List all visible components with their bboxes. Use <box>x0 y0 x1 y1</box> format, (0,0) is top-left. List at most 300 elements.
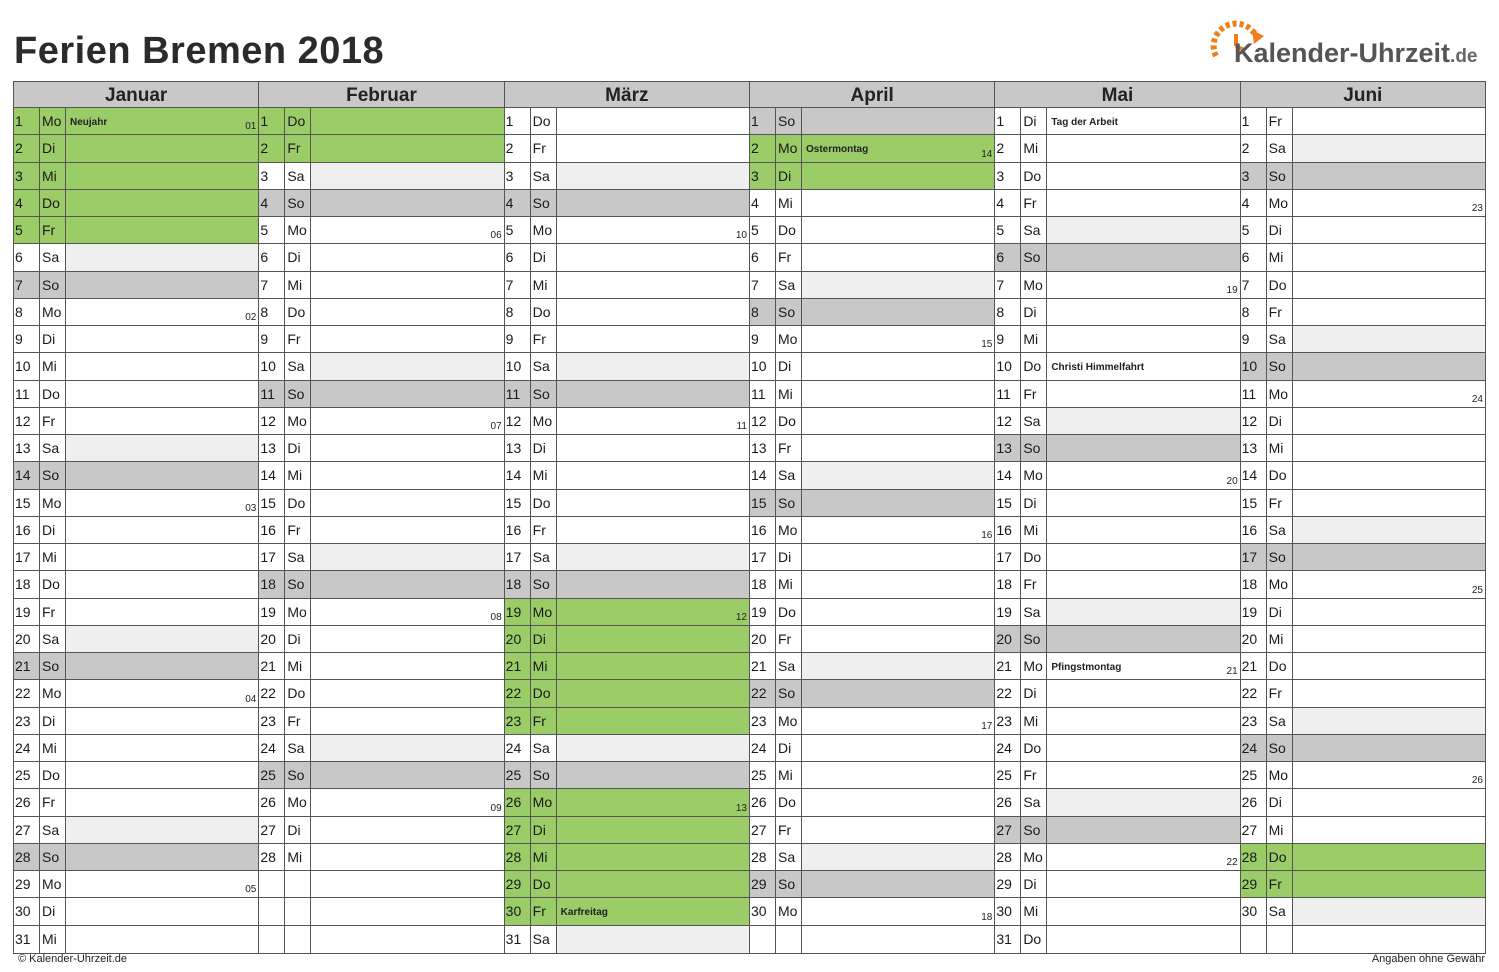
day-row <box>995 217 1239 244</box>
day-number: 12 <box>259 408 285 434</box>
weekday: Mo <box>776 898 802 924</box>
day-cell <box>1293 408 1485 434</box>
day-number: 29 <box>995 871 1021 897</box>
day-number: 11 <box>14 381 40 407</box>
day-cell <box>311 462 503 488</box>
day-row <box>1241 817 1485 844</box>
day-number: 8 <box>1241 299 1267 325</box>
day-row <box>995 844 1239 871</box>
weekday: Di <box>531 435 557 461</box>
day-cell <box>802 517 994 543</box>
day-cell <box>557 353 749 379</box>
week-number: 09 <box>490 802 502 814</box>
weekday: Mi <box>285 272 311 298</box>
month-column <box>14 82 259 953</box>
day-row <box>505 381 749 408</box>
site-logo <box>1206 14 1486 74</box>
day-row <box>1241 571 1485 598</box>
day-number: 18 <box>259 571 285 597</box>
day-row <box>995 108 1239 135</box>
weekday: Do <box>1021 735 1047 761</box>
weekday: So <box>531 190 557 216</box>
day-cell <box>311 789 503 815</box>
weekday: Fr <box>776 435 802 461</box>
day-number: 15 <box>14 490 40 516</box>
day-row <box>1241 735 1485 762</box>
day-cell <box>802 762 994 788</box>
day-cell <box>66 571 258 597</box>
day-cell <box>311 435 503 461</box>
day-cell <box>311 326 503 352</box>
day-row <box>14 844 258 871</box>
weekday: Do <box>1021 926 1047 953</box>
weekday: Di <box>1021 490 1047 516</box>
week-number: 18 <box>981 911 993 923</box>
weekday: Di <box>40 326 66 352</box>
day-cell <box>1047 708 1239 734</box>
weekday: Fr <box>531 517 557 543</box>
day-number: 22 <box>14 680 40 706</box>
day-row <box>1241 626 1485 653</box>
weekday: So <box>40 844 66 870</box>
day-cell <box>311 244 503 270</box>
day-cell <box>802 871 994 897</box>
month-header: Juni <box>1241 82 1485 108</box>
weekday: Do <box>1267 462 1293 488</box>
weekday: So <box>1021 244 1047 270</box>
day-row <box>995 926 1239 953</box>
weekday: Fr <box>531 135 557 161</box>
day-number: 4 <box>995 190 1021 216</box>
day-cell <box>557 871 749 897</box>
day-number: 10 <box>1241 353 1267 379</box>
day-number: 4 <box>1241 190 1267 216</box>
day-cell <box>66 326 258 352</box>
day-cell <box>557 735 749 761</box>
day-row <box>259 626 503 653</box>
weekday: Di <box>1267 408 1293 434</box>
day-number: 20 <box>995 626 1021 652</box>
day-row <box>505 844 749 871</box>
weekday: Sa <box>531 926 557 953</box>
day-number: 6 <box>505 244 531 270</box>
day-cell <box>311 163 503 189</box>
weekday: Di <box>1267 789 1293 815</box>
weekday: Fr <box>1267 680 1293 706</box>
weekday <box>285 926 311 953</box>
day-row <box>1241 762 1485 789</box>
day-row <box>995 135 1239 162</box>
day-row <box>750 163 994 190</box>
weekday: So <box>531 762 557 788</box>
week-number: 17 <box>981 720 993 732</box>
day-cell <box>1293 789 1485 815</box>
day-number: 1 <box>259 108 285 134</box>
day-number: 8 <box>995 299 1021 325</box>
weekday: Do <box>285 299 311 325</box>
weekday: Mi <box>776 381 802 407</box>
day-cell <box>1293 435 1485 461</box>
holiday-label: Ostermontag <box>805 144 869 156</box>
day-cell <box>1047 326 1239 352</box>
week-number: 05 <box>245 884 257 896</box>
day-number: 31 <box>995 926 1021 953</box>
day-row <box>995 408 1239 435</box>
day-cell <box>557 544 749 570</box>
weekday: Mo <box>1021 272 1047 298</box>
weekday: Sa <box>1021 599 1047 625</box>
day-number: 16 <box>505 517 531 543</box>
weekday: Mi <box>285 462 311 488</box>
weekday: Sa <box>1267 135 1293 161</box>
day-row <box>1241 926 1485 953</box>
day-row <box>259 217 503 244</box>
day-cell <box>1047 762 1239 788</box>
weekday: Do <box>40 571 66 597</box>
day-row <box>505 517 749 544</box>
day-row <box>505 490 749 517</box>
day-row <box>259 408 503 435</box>
weekday: Di <box>285 435 311 461</box>
day-row <box>505 926 749 953</box>
day-row <box>259 381 503 408</box>
holiday-label: Christi Himmelfahrt <box>1051 362 1145 374</box>
day-number: 4 <box>14 190 40 216</box>
day-number: 17 <box>1241 544 1267 570</box>
day-cell <box>66 517 258 543</box>
weekday: Sa <box>531 163 557 189</box>
weekday: Sa <box>531 544 557 570</box>
weekday: Mo <box>40 108 66 134</box>
day-cell <box>802 326 994 352</box>
weekday: Sa <box>40 244 66 270</box>
day-row <box>750 708 994 735</box>
day-cell <box>557 435 749 461</box>
day-row <box>995 544 1239 571</box>
day-row <box>995 163 1239 190</box>
weekday: Mi <box>1021 517 1047 543</box>
day-row <box>505 599 749 626</box>
holiday-label: Neujahr <box>70 117 108 128</box>
day-cell <box>311 217 503 243</box>
day-row <box>750 190 994 217</box>
week-number: 19 <box>1226 284 1238 296</box>
weekday: Sa <box>285 353 311 379</box>
day-row <box>995 462 1239 489</box>
day-cell <box>311 299 503 325</box>
month-column <box>505 82 750 953</box>
day-cell <box>802 353 994 379</box>
weekday: Do <box>776 217 802 243</box>
day-row <box>750 462 994 489</box>
day-cell <box>802 599 994 625</box>
weekday: Mi <box>1021 326 1047 352</box>
day-number: 14 <box>1241 462 1267 488</box>
weekday: Mo <box>40 299 66 325</box>
day-number: 21 <box>995 653 1021 679</box>
weekday: Mo <box>285 599 311 625</box>
day-cell <box>311 571 503 597</box>
day-cell <box>1047 299 1239 325</box>
day-cell <box>1047 190 1239 216</box>
week-number: 11 <box>736 421 747 432</box>
day-row <box>14 190 258 217</box>
weekday: Mi <box>531 462 557 488</box>
weekday: Mo <box>776 135 802 161</box>
day-row <box>995 299 1239 326</box>
day-cell <box>311 817 503 843</box>
day-row <box>14 163 258 190</box>
weekday <box>285 898 311 924</box>
week-number: 10 <box>735 230 747 242</box>
day-row <box>259 326 503 353</box>
day-row <box>750 871 994 898</box>
day-row <box>1241 708 1485 735</box>
day-cell <box>1293 490 1485 516</box>
copyright-footer: © Kalender-Uhrzeit.de <box>18 953 127 965</box>
holiday-label: Karfreitag <box>560 907 608 919</box>
day-cell <box>1293 462 1485 488</box>
day-cell <box>66 408 258 434</box>
day-row <box>505 272 749 299</box>
month-header: Mai <box>995 82 1239 108</box>
day-cell <box>557 844 749 870</box>
weekday: Fr <box>1021 571 1047 597</box>
day-number: 14 <box>505 462 531 488</box>
day-row <box>259 708 503 735</box>
day-number: 6 <box>1241 244 1267 270</box>
day-cell <box>311 844 503 870</box>
day-cell <box>66 680 258 706</box>
weekday: Mo <box>1021 462 1047 488</box>
day-number: 13 <box>14 435 40 461</box>
day-number: 31 <box>505 926 531 953</box>
day-number: 23 <box>750 708 776 734</box>
day-number: 17 <box>14 544 40 570</box>
day-number: 7 <box>1241 272 1267 298</box>
day-cell <box>557 626 749 652</box>
weekday: Di <box>285 244 311 270</box>
day-number: 16 <box>995 517 1021 543</box>
day-row <box>259 599 503 626</box>
day-number: 11 <box>750 381 776 407</box>
day-number: 16 <box>750 517 776 543</box>
weekday: Mo <box>531 789 557 815</box>
day-number: 30 <box>995 898 1021 924</box>
day-cell <box>1047 571 1239 597</box>
day-row <box>750 544 994 571</box>
day-number: 11 <box>259 381 285 407</box>
day-number: 6 <box>259 244 285 270</box>
day-cell <box>1047 517 1239 543</box>
day-cell <box>557 408 749 434</box>
day-cell <box>557 708 749 734</box>
day-number: 25 <box>750 762 776 788</box>
day-number: 4 <box>505 190 531 216</box>
weekday: So <box>776 299 802 325</box>
day-cell <box>802 844 994 870</box>
weekday: So <box>531 381 557 407</box>
day-cell <box>66 844 258 870</box>
day-cell <box>802 163 994 189</box>
day-row <box>259 680 503 707</box>
day-number: 23 <box>505 708 531 734</box>
day-number: 15 <box>750 490 776 516</box>
day-number: 22 <box>505 680 531 706</box>
day-row <box>995 708 1239 735</box>
day-row <box>750 571 994 598</box>
weekday <box>776 926 802 953</box>
weekday: Mi <box>40 735 66 761</box>
day-number: 26 <box>14 789 40 815</box>
weekday: Do <box>1267 844 1293 870</box>
day-cell <box>802 435 994 461</box>
day-number: 14 <box>259 462 285 488</box>
weekday: Do <box>776 408 802 434</box>
weekday: Mi <box>776 762 802 788</box>
day-number: 29 <box>14 871 40 897</box>
weekday: Mo <box>285 789 311 815</box>
day-row <box>750 680 994 707</box>
weekday: Mi <box>40 544 66 570</box>
week-number: 15 <box>981 339 993 351</box>
weekday: Di <box>1021 680 1047 706</box>
day-number: 22 <box>259 680 285 706</box>
weekday: Sa <box>776 462 802 488</box>
day-row <box>995 735 1239 762</box>
day-row <box>505 789 749 816</box>
day-number: 5 <box>505 217 531 243</box>
weekday: So <box>285 571 311 597</box>
logo-name: Kalender-Uhrzeit <box>1234 38 1451 68</box>
day-cell <box>802 926 994 953</box>
day-number: 5 <box>1241 217 1267 243</box>
weekday: So <box>40 272 66 298</box>
day-cell <box>1293 135 1485 161</box>
day-row <box>14 326 258 353</box>
day-row <box>14 898 258 925</box>
weekday: Sa <box>776 272 802 298</box>
day-number: 15 <box>505 490 531 516</box>
weekday: Mi <box>1267 817 1293 843</box>
weekday: Mo <box>1267 190 1293 216</box>
day-row <box>995 381 1239 408</box>
weekday: So <box>40 653 66 679</box>
weekday: Di <box>1021 108 1047 134</box>
day-number: 18 <box>995 571 1021 597</box>
weekday: So <box>1267 163 1293 189</box>
month-column <box>259 82 504 953</box>
day-row <box>1241 190 1485 217</box>
day-cell <box>557 326 749 352</box>
day-cell <box>1293 626 1485 652</box>
day-cell <box>66 789 258 815</box>
day-row <box>750 735 994 762</box>
day-number: 12 <box>995 408 1021 434</box>
day-number: 21 <box>750 653 776 679</box>
day-row <box>259 244 503 271</box>
weekday: So <box>776 108 802 134</box>
day-number: 5 <box>995 217 1021 243</box>
day-number: 3 <box>1241 163 1267 189</box>
weekday: Mi <box>531 272 557 298</box>
day-cell <box>557 163 749 189</box>
day-cell <box>1293 735 1485 761</box>
day-cell <box>1293 517 1485 543</box>
day-row <box>14 817 258 844</box>
day-row <box>259 571 503 598</box>
weekday: Mi <box>1021 898 1047 924</box>
month-header: Februar <box>259 82 503 108</box>
day-row <box>505 708 749 735</box>
weekday: Mo <box>1267 381 1293 407</box>
day-row <box>505 326 749 353</box>
day-cell <box>802 381 994 407</box>
day-row <box>259 462 503 489</box>
day-cell <box>311 272 503 298</box>
day-cell <box>311 871 503 897</box>
weekday: Fr <box>776 626 802 652</box>
weekday: Fr <box>1021 190 1047 216</box>
day-number: 14 <box>995 462 1021 488</box>
day-row <box>505 653 749 680</box>
week-number: 03 <box>245 502 257 514</box>
week-number: 14 <box>981 148 993 160</box>
day-row <box>14 353 258 380</box>
day-row <box>1241 381 1485 408</box>
day-row <box>14 789 258 816</box>
day-number: 23 <box>259 708 285 734</box>
day-cell <box>1293 272 1485 298</box>
week-number: 24 <box>1471 393 1483 405</box>
day-cell <box>1047 163 1239 189</box>
day-row <box>505 762 749 789</box>
weekday: Do <box>285 490 311 516</box>
day-row <box>14 135 258 162</box>
day-number: 20 <box>505 626 531 652</box>
day-number: 2 <box>505 135 531 161</box>
weekday: Do <box>40 762 66 788</box>
day-cell <box>1047 435 1239 461</box>
weekday: Mo <box>776 708 802 734</box>
day-row <box>1241 108 1485 135</box>
day-number: 7 <box>259 272 285 298</box>
weekday: Di <box>40 135 66 161</box>
day-number: 7 <box>995 272 1021 298</box>
day-number: 2 <box>14 135 40 161</box>
weekday <box>285 871 311 897</box>
month-header: März <box>505 82 749 108</box>
day-row <box>505 353 749 380</box>
day-number: 10 <box>14 353 40 379</box>
day-cell <box>557 190 749 216</box>
day-cell <box>66 735 258 761</box>
weekday: Sa <box>285 735 311 761</box>
day-number: 29 <box>750 871 776 897</box>
day-row <box>505 435 749 462</box>
day-number: 9 <box>259 326 285 352</box>
day-number: 3 <box>750 163 776 189</box>
day-number: 14 <box>750 462 776 488</box>
day-row <box>1241 326 1485 353</box>
weekday: Fr <box>531 708 557 734</box>
day-row <box>750 653 994 680</box>
day-number: 20 <box>259 626 285 652</box>
day-row <box>1241 135 1485 162</box>
day-row <box>14 408 258 435</box>
weekday: Mi <box>531 653 557 679</box>
day-row <box>1241 680 1485 707</box>
